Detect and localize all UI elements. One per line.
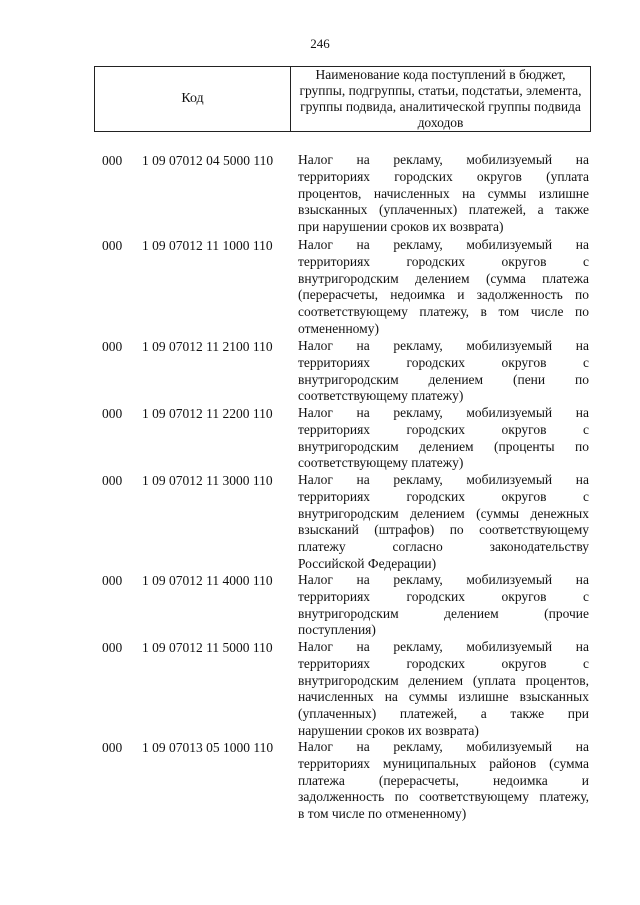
description-line: Налог на рекламу, мобилизуемый на	[298, 405, 589, 420]
admin-code: 000	[102, 573, 123, 588]
description-line: поступления)	[298, 622, 376, 638]
description-line: нарушении сроков их возврата)	[298, 722, 479, 738]
description-line: территориях муниципальных районов (сумма	[298, 755, 589, 771]
description-line: территориях городских округов с	[298, 421, 589, 437]
budget-code: 1 09 07012 04 5000 110	[142, 153, 274, 168]
description-line: соответствующему платежу, в том числе по	[298, 304, 589, 320]
description-line: внутригородским делением (проценты по	[298, 438, 589, 454]
description-line: Налог на рекламу, мобилизуемый на	[298, 152, 589, 167]
admin-code: 000	[102, 238, 123, 253]
budget-code: 1 09 07012 11 2100 110	[142, 339, 273, 354]
description-line: внутригородским делением (уплата процентов,	[298, 672, 589, 688]
description-line: соответствующему платежу)	[298, 388, 464, 404]
description-line: начисленных на суммы излишне взысканных	[298, 689, 589, 705]
budget-code: 1 09 07012 11 4000 110	[142, 573, 273, 588]
admin-code: 000	[102, 406, 123, 421]
admin-code: 000	[102, 153, 123, 168]
description-line: (уплаченных) платежей, а также при	[298, 706, 589, 722]
description-line: территориях городских округов с	[298, 488, 589, 504]
admin-code: 000	[102, 339, 123, 354]
description-line: Налог на рекламу, мобилизуемый на	[298, 338, 589, 353]
description-line: (перерасчеты, недоимка и задолженность по	[298, 287, 589, 303]
admin-code: 000	[102, 740, 123, 755]
header-name-cell: Наименование кода поступлений в бюджет, группы, подгруппы, статьи, подстатьи, элемента, группы подвида, аналитической группы подвида доходов	[299, 67, 582, 130]
admin-code: 000	[102, 640, 123, 655]
description-line: территориях городских округов с	[298, 588, 589, 604]
description-line: взысканий (штрафов) по соответствующему	[298, 522, 589, 538]
description-line: территориях городских округов с	[298, 655, 589, 671]
description-line: Налог на рекламу, мобилизуемый на	[298, 639, 589, 654]
code-description	[298, 472, 589, 573]
description-line: в том числе по отмененному)	[298, 806, 467, 822]
description-line: внутригородским делением (пени по	[298, 371, 589, 387]
budget-code: 1 09 07012 11 3000 110	[142, 473, 273, 488]
description-line: внутригородским делением (прочие	[298, 605, 589, 621]
description-line: платежу согласно законодательству	[298, 539, 589, 555]
description-line: внутригородским делением (суммы денежных	[298, 505, 589, 521]
description-line: территориях городских округов (уплата	[298, 168, 589, 184]
description-line: территориях городских округов с	[298, 253, 589, 269]
budget-code: 1 09 07012 11 1000 110	[142, 238, 273, 253]
page-number: 246	[310, 36, 330, 51]
table-header	[94, 66, 591, 132]
description-line: территориях городских округов с	[298, 354, 589, 370]
admin-code: 000	[102, 473, 123, 488]
description-line: внутригородским делением (сумма платежа	[298, 270, 589, 286]
description-line: при нарушении сроков их возврата)	[298, 219, 504, 235]
code-description	[298, 639, 589, 740]
code-description	[298, 405, 589, 472]
description-line: Налог на рекламу, мобилизуемый на	[298, 237, 589, 252]
budget-code: 1 09 07012 11 2200 110	[142, 406, 273, 421]
code-description	[298, 739, 589, 823]
description-line: процентов, начисленных на суммы излишне	[298, 185, 589, 201]
budget-code: 1 09 07013 05 1000 110	[142, 740, 274, 755]
header-code-cell: Код	[95, 67, 291, 131]
code-description	[298, 338, 589, 405]
description-line: взысканных (уплаченных) платежей, а также	[298, 202, 589, 218]
budget-code: 1 09 07012 11 5000 110	[142, 640, 273, 655]
description-line: задолженность по соответствующему платежу,	[298, 789, 589, 805]
description-line: Российской Федерации)	[298, 555, 437, 571]
description-line: Налог на рекламу, мобилизуемый на	[298, 739, 589, 754]
description-line: Налог на рекламу, мобилизуемый на	[298, 572, 589, 587]
code-description	[298, 237, 589, 338]
description-line: соответствующему платежу)	[298, 455, 464, 471]
code-description	[298, 572, 589, 639]
description-line: Налог на рекламу, мобилизуемый на	[298, 472, 589, 487]
description-line: платежа (перерасчеты, недоимка и	[298, 772, 589, 788]
description-line: отмененному)	[298, 320, 379, 336]
code-description	[298, 152, 589, 236]
